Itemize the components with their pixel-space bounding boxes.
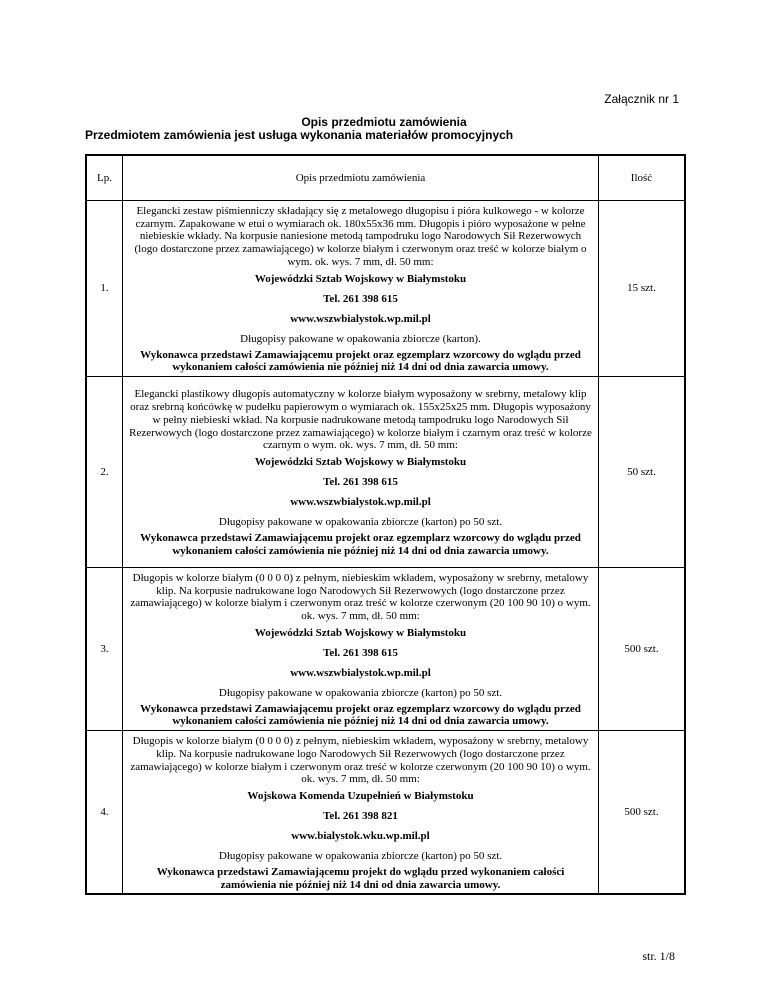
packaging-info: Długopisy pakowane w opakowania zbiorcze (karton) po 50 szt. [218,515,503,528]
phone-number: Tel. 261 398 615 [323,646,398,659]
row-number: 3. [86,567,123,730]
row-quantity: 500 szt. [599,731,686,895]
row-description [123,201,599,377]
description-text: Elegancki plastikowy długopis automatyczny w kolorze białym wyposażony w srebrny, metalowy klip oraz srebrną końcówkę w pudełku papierowym o wymiarach ok. 155x25x25 mm. Długopis wyposażony w pełny niebieski wkład. Na korpusie nadrukowane metodą tampodruku logo Narodowych Sił Rezerwowych (logo dostarczone przez zamawiającego) w kolorze białym i czarnym oraz treść w kolorze czarnym o wym. ok. wys. 7 mm, dł. 50 mm: [129,388,592,452]
website-address: www.wszwbialystok.wp.mil.pl [290,312,431,325]
document-title: Opis przedmiotu zamówienia [301,115,467,129]
header-description: Opis przedmiotu zamówienia [123,155,599,201]
organization-name: Wojskowa Komenda Uzupełnień w Białymstoku [247,789,474,802]
website-address: www.wszwbialystok.wp.mil.pl [290,666,431,679]
row-number: 4. [86,731,123,895]
organization-name: Wojewódzki Sztab Wojskowy w Białymstoku [254,626,467,639]
row-description [123,567,599,730]
row-description [123,376,599,567]
header-lp: Lp. [86,155,123,201]
row-number: 1. [86,201,123,377]
website-address: www.wszwbialystok.wp.mil.pl [290,495,431,508]
description-text: Elegancki zestaw piśmienniczy składający się z metalowego długopisu i pióra kulkowego - w kolorze czarnym. Zapakowane w etui o wymiarach ok. 180x55x36 mm. Długopis i pióro wyposażone w pełne niebieskie wkłady. Na korpusie naniesione metodą tampodruku logo Narodowych Sił Rezerwowych (logo dostarczone przez zamawiającego) w kolorze białym i czerwonym oraz treść w kolorze białym o wym. ok. wys. 7 mm, dł. 50 mm: [134,205,587,268]
row-quantity: 500 szt. [599,567,686,730]
packaging-info: Długopisy pakowane w opakowania zbiorcze (karton). [240,332,481,345]
table-row [86,376,685,567]
contractor-note: Wykonawca przedstawi Zamawiającemu projekt oraz egzemplarz wzorcowy do wglądu przed wykonaniem całości zamówienia nie później niż 14 dni od dnia zawarcia umowy. [140,531,581,557]
table-row [86,731,685,895]
row-description [123,731,599,895]
row-number: 2. [86,376,123,567]
description-text: Długopis w kolorze białym (0 0 0 0) z pełnym, niebieskim wkładem, wyposażony w srebrny, metalowy klip. Na korpusie nadrukowane logo Narodowych Sił Rezerwowych (logo dostarczone przez zamawiającego) w kolorze białym i czerwonym oraz treść w kolorze czerwonym (20 100 90 10) o wym. ok. wys. 7 mm, dł. 50 mm: [130,735,591,786]
organization-name: Wojewódzki Sztab Wojskowy w Białymstoku [254,272,467,285]
organization-name: Wojewódzki Sztab Wojskowy w Białymstoku [254,455,467,468]
annex-label: Załącznik nr 1 [604,92,679,106]
page-number: str. 1/8 [642,949,675,963]
row-quantity: 15 szt. [599,201,686,377]
table-row [86,567,685,730]
contractor-note: Wykonawca przedstawi Zamawiającemu projekt oraz egzemplarz wzorcowy do wglądu przed wykonaniem całości zamówienia nie później niż 14 dni od dnia zawarcia umowy. [140,348,581,374]
table-header-row [86,155,685,201]
document-subtitle: Przedmiotem zamówienia jest usługa wykonania materiałów promocyjnych [85,128,514,142]
header-quantity: Ilość [599,155,686,201]
website-address: www.bialystok.wku.wp.mil.pl [291,829,430,842]
packaging-info: Długopisy pakowane w opakowania zbiorcze (karton) po 50 szt. [218,686,503,699]
table-row [86,201,685,377]
contractor-note: Wykonawca przedstawi Zamawiającemu projekt do wglądu przed wykonaniem całości zamówienia nie później niż 14 dni od dnia zawarcia umowy. [156,865,565,891]
phone-number: Tel. 261 398 615 [323,475,398,488]
description-text: Długopis w kolorze białym (0 0 0 0) z pełnym, niebieskim wkładem, wyposażony w srebrny, metalowy klip. Na korpusie nadrukowane logo Narodowych Sił Rezerwowych (logo dostarczone przez zamawiającego) w kolorze białym i czerwonym oraz treść w kolorze czerwonym (20 100 90 10) o wym. ok. wys. 7 mm, dł. 50 mm: [130,571,591,623]
packaging-info: Długopisy pakowane w opakowania zbiorcze (karton) po 50 szt. [218,849,503,862]
phone-number: Tel. 261 398 615 [323,292,398,305]
phone-number: Tel. 261 398 821 [323,809,398,822]
specification-table [85,154,686,895]
row-quantity: 50 szt. [599,376,686,567]
contractor-note: Wykonawca przedstawi Zamawiającemu projekt oraz egzemplarz wzorcowy do wglądu przed wykonaniem całości zamówienia nie później niż 14 dni od dnia zawarcia umowy. [140,702,581,728]
